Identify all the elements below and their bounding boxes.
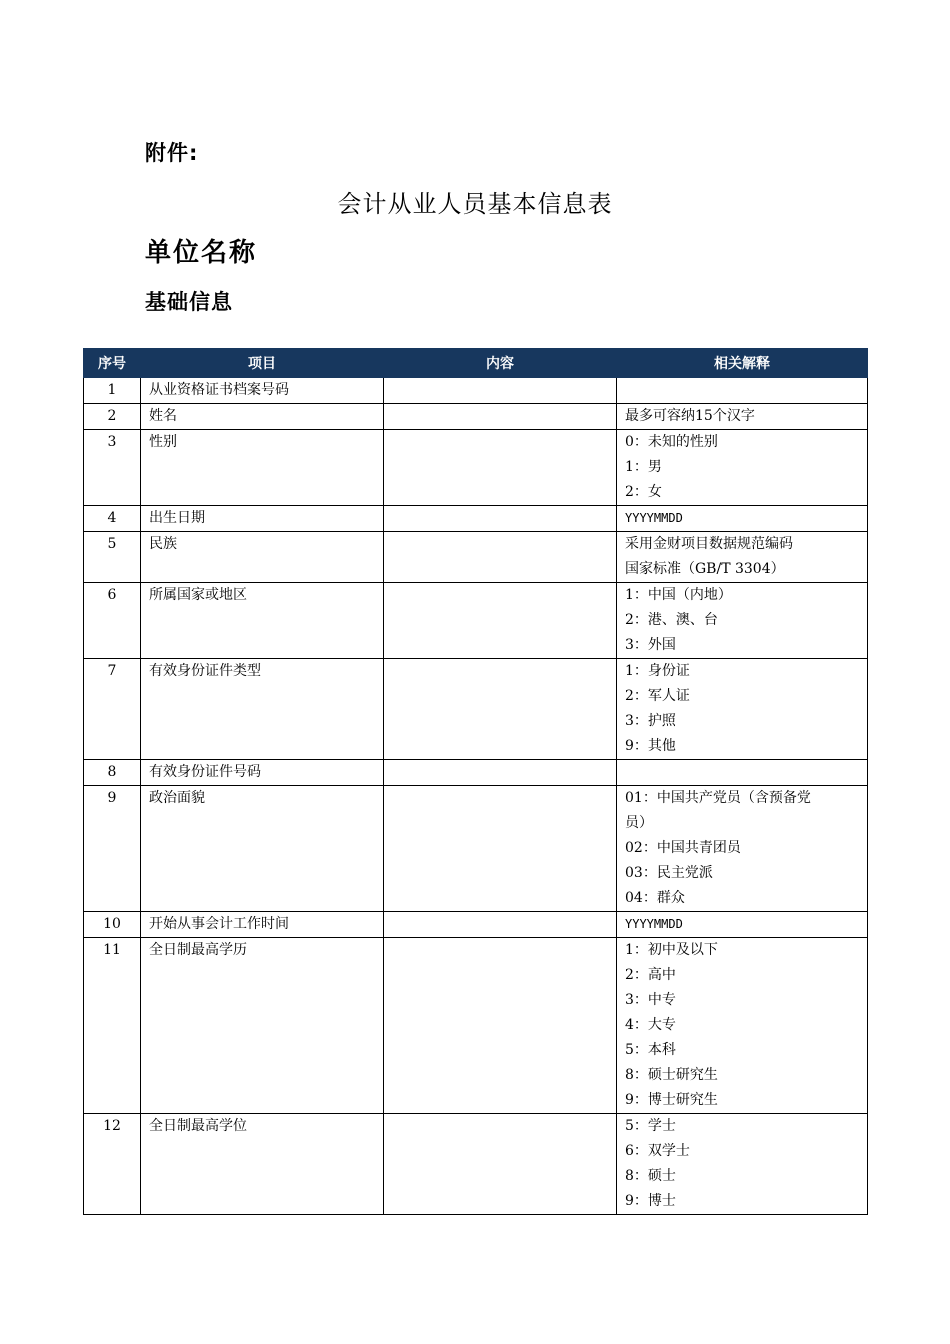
note-line: 1：初中及以下: [625, 942, 718, 958]
document-title: 会计从业人员基本信息表: [337, 190, 613, 218]
column-header-content: 内容: [384, 349, 617, 378]
note-line: 3：中专: [625, 992, 676, 1008]
note-line: 8：硕士: [625, 1168, 676, 1184]
row-item: 出生日期: [141, 506, 384, 532]
row-item: 有效身份证件号码: [141, 760, 384, 786]
table-row: [84, 1114, 868, 1215]
note-line: 9：其他: [625, 738, 676, 754]
row-number: 7: [84, 659, 141, 760]
table-row: [84, 583, 868, 659]
row-content-cell[interactable]: [384, 938, 617, 1114]
row-notes: [617, 1114, 868, 1215]
unit-name-heading: 单位名称: [145, 238, 258, 268]
row-number: 6: [84, 583, 141, 659]
note-line: 2：女: [625, 484, 662, 500]
row-number: 11: [84, 938, 141, 1114]
row-content-cell[interactable]: [384, 378, 617, 404]
note-line: 国家标准（GB/T 3304）: [625, 561, 785, 577]
table-header-row: [84, 349, 868, 378]
row-number: 12: [84, 1114, 141, 1215]
column-header-no: 序号: [84, 349, 141, 378]
note-line: 2：港、澳、台: [625, 612, 718, 628]
note-line: 6：双学士: [625, 1143, 690, 1159]
row-item: 全日制最高学位: [141, 1114, 384, 1215]
note-line: 1：男: [625, 459, 662, 475]
row-item: 全日制最高学历: [141, 938, 384, 1114]
row-notes: [617, 659, 868, 760]
basic-info-table: [83, 348, 868, 1215]
note-line: 04：群众: [625, 890, 685, 906]
row-item: 姓名: [141, 404, 384, 430]
row-content-cell[interactable]: [384, 430, 617, 506]
row-content-cell[interactable]: [384, 532, 617, 583]
table-row: [84, 378, 868, 404]
note-line: YYYYMMDD: [625, 511, 683, 525]
note-line: 4：大专: [625, 1017, 676, 1033]
note-line: 03：民主党派: [625, 865, 713, 881]
note-line: 最多可容纳15个汉字: [625, 408, 755, 424]
table-row: [84, 760, 868, 786]
note-line: 2：高中: [625, 967, 676, 983]
note-line: 9：博士研究生: [625, 1092, 718, 1108]
note-line: 1：中国（内地）: [625, 587, 732, 603]
row-number: 5: [84, 532, 141, 583]
section-title: 基础信息: [145, 290, 233, 314]
note-line: 02：中国共青团员: [625, 840, 741, 856]
table-row: [84, 430, 868, 506]
row-item: 开始从事会计工作时间: [141, 912, 384, 938]
table-row: [84, 506, 868, 532]
note-line: 2：军人证: [625, 688, 690, 704]
row-content-cell[interactable]: [384, 583, 617, 659]
row-notes: [617, 912, 868, 938]
row-number: 8: [84, 760, 141, 786]
row-notes: [617, 938, 868, 1114]
row-notes: [617, 760, 868, 786]
row-notes: [617, 378, 868, 404]
note-line: 采用金财项目数据规范编码: [625, 536, 793, 552]
row-number: 1: [84, 378, 141, 404]
row-content-cell[interactable]: [384, 506, 617, 532]
table-row: [84, 404, 868, 430]
attachment-label: 附件:: [145, 141, 199, 165]
note-line: 3：护照: [625, 713, 676, 729]
note-line: 01：中国共产党员（含预备党: [625, 790, 811, 806]
note-line: 3：外国: [625, 637, 676, 653]
column-header-notes: 相关解释: [617, 349, 868, 378]
row-notes: [617, 583, 868, 659]
row-number: 2: [84, 404, 141, 430]
note-line: 8：硕士研究生: [625, 1067, 718, 1083]
note-line: 9：博士: [625, 1193, 676, 1209]
row-number: 4: [84, 506, 141, 532]
table-row: [84, 659, 868, 760]
table-row: [84, 532, 868, 583]
row-item: 所属国家或地区: [141, 583, 384, 659]
row-content-cell[interactable]: [384, 912, 617, 938]
table-row: [84, 786, 868, 912]
row-number: 3: [84, 430, 141, 506]
row-item: 性别: [141, 430, 384, 506]
row-content-cell[interactable]: [384, 404, 617, 430]
row-number: 10: [84, 912, 141, 938]
table-row: [84, 938, 868, 1114]
row-content-cell[interactable]: [384, 786, 617, 912]
row-content-cell[interactable]: [384, 1114, 617, 1215]
row-item: 有效身份证件类型: [141, 659, 384, 760]
row-content-cell[interactable]: [384, 659, 617, 760]
row-content-cell[interactable]: [384, 760, 617, 786]
row-notes: [617, 532, 868, 583]
row-item: 从业资格证书档案号码: [141, 378, 384, 404]
note-line: YYYYMMDD: [625, 917, 683, 931]
row-notes: [617, 506, 868, 532]
table-row: [84, 912, 868, 938]
note-line: 0：未知的性别: [625, 434, 718, 450]
column-header-item: 项目: [141, 349, 384, 378]
row-number: 9: [84, 786, 141, 912]
note-line: 1：身份证: [625, 663, 690, 679]
table-body: [84, 378, 868, 1215]
row-item: 政治面貌: [141, 786, 384, 912]
row-notes: [617, 786, 868, 912]
row-notes: [617, 404, 868, 430]
note-line: 员）: [625, 815, 653, 831]
note-line: 5：本科: [625, 1042, 676, 1058]
row-notes: [617, 430, 868, 506]
row-item: 民族: [141, 532, 384, 583]
note-line: 5：学士: [625, 1118, 676, 1134]
